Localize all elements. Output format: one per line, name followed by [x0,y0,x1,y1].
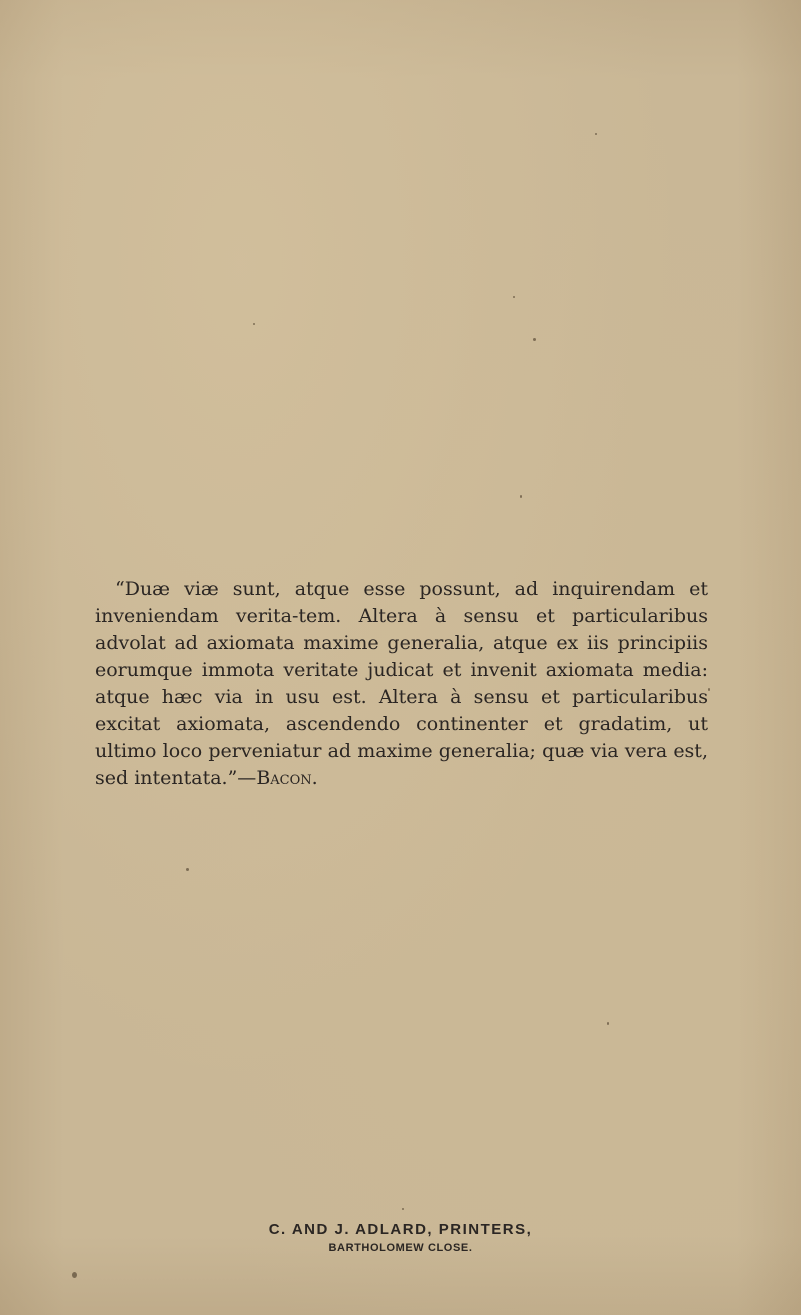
ink-speck [402,1208,404,1210]
epigraph-author: Bacon. [256,767,318,789]
ink-speck [533,338,536,341]
printer-address: BARTHOLOMEW CLOSE. [328,1242,473,1254]
ink-speck [595,133,597,135]
printer-name: C. AND J. ADLARD, PRINTERS, [268,1221,533,1238]
ink-speck [72,1272,77,1278]
ink-speck [708,688,710,691]
ink-speck [253,323,255,325]
epigraph-quote: “Duæ viæ sunt, atque esse possunt, ad inquirendam et inveniendam verita-tem. Altera à sensu et particularibus advolat ad axiomata maxime generalia, atque ex iis principiis eorumque immota veritate judicat et invenit axiomata media: atque hæc via in usu est. Altera à sensu et particularibus excitat axiomata, ascendendo continenter et gradatim, ut ultimo loco perveniatur ad maxime generalia; quæ via vera est, sed intentata.”— [95,578,708,789]
ink-speck [520,495,522,498]
ink-speck [186,868,189,871]
epigraph [95,576,708,792]
ink-speck [607,1022,609,1025]
ink-speck [513,296,515,298]
show-through-decoration [40,200,760,260]
